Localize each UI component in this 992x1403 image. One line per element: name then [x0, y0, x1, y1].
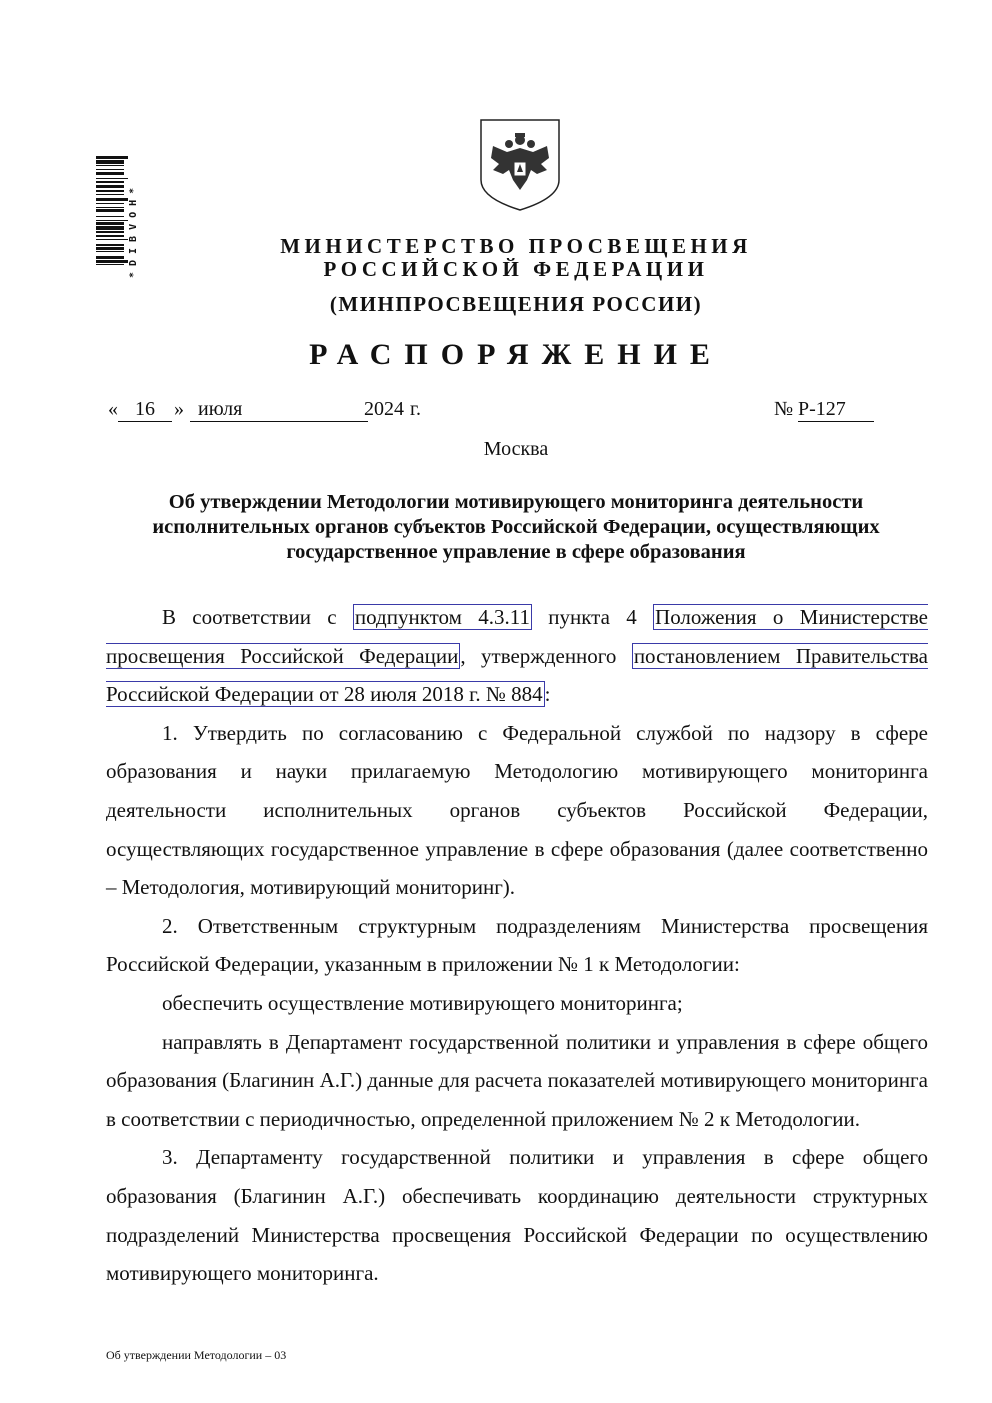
barcode-bar — [96, 194, 124, 195]
link-regulation[interactable]: Положения о Министерстве просвещения Российской Федерации — [106, 605, 928, 668]
document-title: Об утверждении Методологии мотивирующего мониторинга деятельности исполнительных органов субъектов Российской Федерации, осуществляющих государственное управление в сфере образования — [152, 491, 880, 563]
number-sign: № — [774, 398, 794, 420]
barcode-bar — [96, 185, 124, 189]
barcode-bar — [96, 181, 124, 184]
document-body — [106, 598, 928, 1293]
link-resolution[interactable]: постановлением Правительства Российской Федерации от 28 июля 2018 г. № 884 — [106, 643, 928, 707]
ministry-name-line1: МИНИСТЕРСТВО ПРОСВЕЩЕНИЯ — [280, 234, 752, 258]
date-day: 16 — [118, 398, 172, 422]
barcode-bar — [96, 222, 124, 225]
barcode-bar — [96, 160, 124, 164]
paragraph-preamble — [106, 598, 928, 714]
city: Москва — [483, 438, 549, 460]
order-type-title: РАСПОРЯЖЕНИЕ — [309, 338, 723, 371]
barcode-bar — [96, 165, 124, 166]
paragraph-item-2: 2. Ответственным структурным подразделениям Министерства просвещения Российской Федерации, указанным в приложении № 1 к Методологии: — [106, 913, 928, 977]
paragraph-item-1: 1. Утвердить по согласованию с Федеральной службой по надзору в сфере образования и науки прилагаемую Методологию мотивирующего мониторинга деятельности исполнительных органов субъектов Российской Федерации, осуществляющих государственное управление в сфере образования (далее соответственно – Методология, мотивирующий мониторинг). — [106, 720, 928, 900]
date-month: июля — [190, 398, 368, 422]
barcode-bar — [96, 156, 128, 159]
barcode-bar — [96, 178, 128, 179]
paragraph-item-2a: обеспечить осуществление мотивирующего мониторинга; — [162, 990, 683, 1015]
footer-note: Об утверждении Методологии – 03 — [106, 1348, 287, 1362]
preamble-text: , утвержденного — [460, 643, 632, 668]
ministry-name-line2: РОССИЙСКОЙ ФЕДЕРАЦИИ — [323, 257, 709, 281]
order-number: Р-127 — [798, 398, 874, 422]
preamble-text: : — [544, 682, 551, 707]
date-close-quote: » — [174, 398, 184, 420]
paragraph-item-2b: направлять в Департамент государственной политики и управления в сфере общего образования (Благинин А.Г.) данные для расчета показателей мотивирующего мониторинга в соответствии с периодичностью, определенной приложением № 2 к Методологии. — [106, 1029, 928, 1131]
barcode-bar — [96, 209, 124, 212]
barcode-bar — [96, 172, 124, 176]
barcode-bar — [96, 207, 124, 208]
barcode-bar — [96, 216, 124, 217]
ministry-short-name: (МИНПРОСВЕЩЕНИЯ РОССИИ) — [329, 292, 703, 316]
date-row — [108, 398, 928, 428]
coat-of-arms-icon — [479, 118, 561, 212]
paragraph-item-3: 3. Департаменту государственной политики и управления в сфере общего образования (Благинин А.Г.) обеспечивать координацию деятельности структурных подразделений Министерства просвещения Российской Федерации по осуществлению мотивирующего мониторинга. — [106, 1145, 928, 1286]
preamble-text: В соответствии с — [162, 605, 353, 629]
date-year-suffix: г. — [410, 398, 421, 420]
barcode-bar — [96, 226, 124, 230]
barcode-bar — [96, 198, 128, 202]
barcode-text: *DIBVOH* — [128, 181, 139, 279]
barcode-bar — [96, 220, 128, 221]
barcode-bar — [96, 231, 124, 232]
barcode-bar — [96, 169, 124, 170]
date-open-quote: « — [108, 398, 118, 420]
date-year: 2024 — [364, 398, 404, 420]
preamble-text: пункта 4 — [531, 605, 654, 629]
link-subparagraph[interactable]: подпунктом 4.3.11 — [354, 605, 530, 629]
barcode-bar — [96, 203, 124, 204]
barcode-bar — [96, 190, 124, 193]
